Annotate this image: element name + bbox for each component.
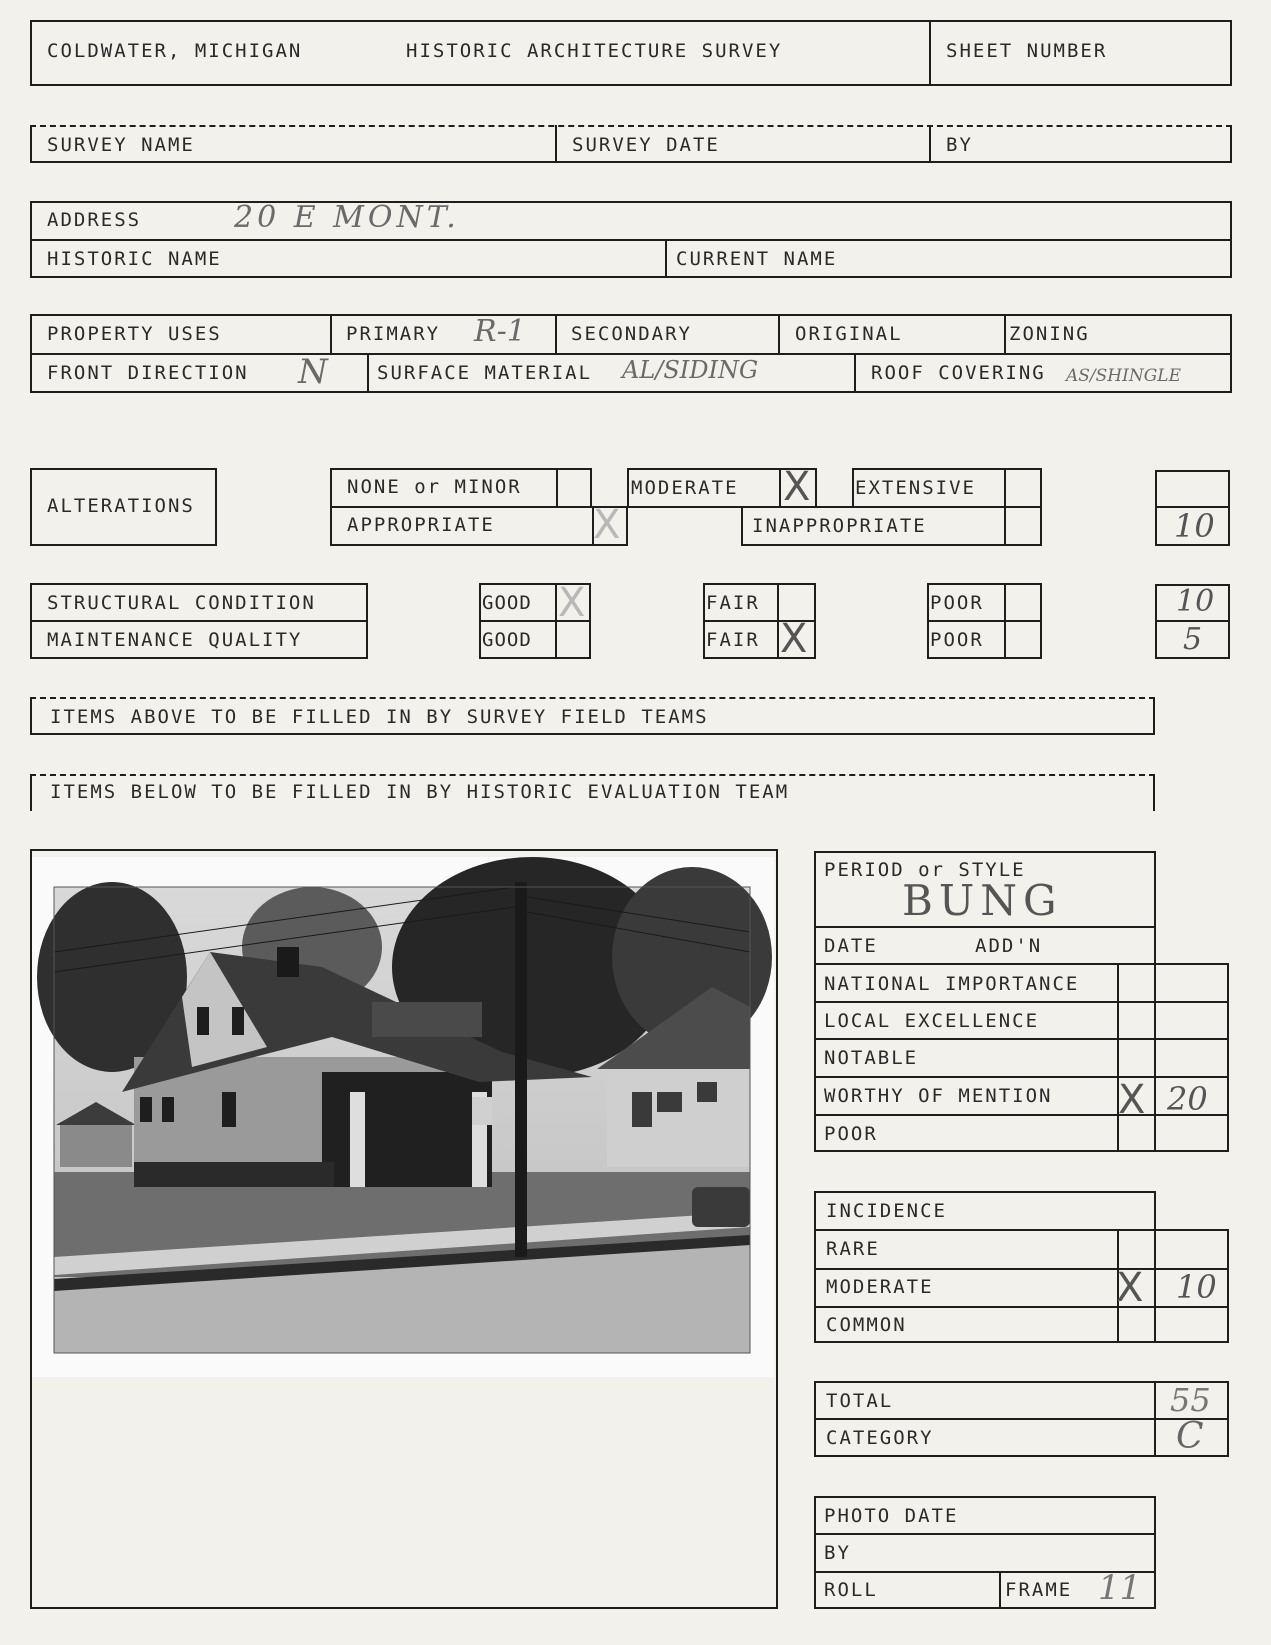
- city-label: COLDWATER, MICHIGAN: [47, 40, 303, 62]
- photo-by-label: BY: [824, 1542, 851, 1564]
- photo-date-label: PHOTO DATE: [824, 1505, 959, 1527]
- alterations-score: 10: [1174, 507, 1215, 545]
- eval-rule-2: [814, 1001, 1229, 1003]
- poor-check-divider: [1004, 583, 1006, 659]
- common-label: COMMON: [826, 1314, 907, 1336]
- condition-divider: [30, 620, 368, 622]
- property-col-1: [330, 314, 332, 353]
- roof-covering-label: ROOF COVERING: [871, 362, 1046, 384]
- property-divider: [30, 353, 1232, 355]
- address-divider: [30, 239, 1232, 241]
- surface-material-label: SURFACE MATERIAL: [377, 362, 593, 384]
- none-minor-check[interactable]: [556, 468, 592, 508]
- worthy-of-mention-label: WORTHY OF MENTION: [824, 1085, 1053, 1107]
- incidence-moderate-label: MODERATE: [826, 1276, 934, 1298]
- poor-divider: [927, 620, 1042, 622]
- evaluation-note: ITEMS BELOW TO BE FILLED IN BY HISTORIC EVALUATION TEAM: [50, 781, 790, 803]
- addn-label: ADD'N: [975, 935, 1043, 957]
- maintenance-fair-label: FAIR: [706, 629, 760, 651]
- form-title: HISTORIC ARCHITECTURE SURVEY: [406, 40, 783, 62]
- extensive-check[interactable]: [1004, 468, 1042, 508]
- survey-date-label: SURVEY DATE: [572, 134, 720, 156]
- incidence-rule-2: [814, 1268, 1229, 1270]
- original-label: ORIGINAL: [795, 323, 903, 345]
- incidence-rule-3: [814, 1306, 1229, 1308]
- frame-value: 11: [1098, 1568, 1142, 1608]
- property-col-5: [367, 353, 369, 393]
- eval-rule-4: [814, 1076, 1229, 1078]
- address-value: 20 E MONT.: [234, 200, 460, 235]
- national-importance-label: NATIONAL IMPORTANCE: [824, 973, 1080, 995]
- survey-by-label: BY: [946, 134, 973, 156]
- structural-fair-label: FAIR: [706, 592, 760, 614]
- inappropriate-label: INAPPROPRIATE: [752, 515, 927, 537]
- incidence-score: 10: [1176, 1268, 1217, 1306]
- property-uses-label: PROPERTY USES: [47, 323, 222, 345]
- house-photo: [32, 857, 774, 1377]
- front-direction-value: N: [298, 352, 328, 392]
- eval-rule-3: [814, 1038, 1229, 1040]
- roll-label: ROLL: [824, 1579, 878, 1601]
- local-excellence-label: LOCAL EXCELLENCE: [824, 1010, 1040, 1032]
- property-col-2: [555, 314, 557, 353]
- maintenance-good-label: GOOD: [482, 629, 532, 651]
- property-col-6: [854, 353, 856, 393]
- survey-divider-2: [929, 125, 931, 163]
- good-check-divider: [555, 583, 557, 659]
- structural-poor-label: POOR: [930, 592, 984, 614]
- date-label: DATE: [824, 935, 878, 957]
- zoning-label: ZONING: [1009, 323, 1090, 345]
- appropriate-x-mark: X: [593, 502, 621, 548]
- front-direction-label: FRONT DIRECTION: [47, 362, 249, 384]
- incidence-label: INCIDENCE: [826, 1200, 947, 1222]
- structural-good-label: GOOD: [482, 592, 532, 614]
- current-name-divider: [665, 239, 667, 278]
- address-label: ADDRESS: [47, 209, 142, 231]
- evaluation-note-end: [1153, 774, 1155, 811]
- incidence-rule-1: [814, 1229, 1229, 1231]
- photo-info-rule-1: [814, 1533, 1156, 1535]
- structural-good-x-mark: X: [558, 580, 586, 626]
- rare-label: RARE: [826, 1238, 880, 1260]
- total-value: 55: [1170, 1381, 1211, 1419]
- poor-label: POOR: [824, 1123, 878, 1145]
- period-style-label: PERIOD or STYLE: [824, 859, 1026, 881]
- frame-divider: [999, 1571, 1001, 1609]
- fair-check-divider: [777, 583, 779, 659]
- category-value: C: [1176, 1416, 1204, 1457]
- frame-label: FRAME: [1005, 1579, 1073, 1601]
- maintenance-score: 5: [1183, 622, 1203, 657]
- property-col-3: [778, 314, 780, 353]
- current-name-label: CURRENT NAME: [676, 248, 838, 270]
- roof-covering-value: AS/SHINGLE: [1066, 366, 1181, 386]
- notable-label: NOTABLE: [824, 1047, 919, 1069]
- moderate-x-mark: X: [783, 464, 811, 510]
- evaluation-score-column: [1117, 963, 1229, 1152]
- eval-rule-1: [814, 963, 1229, 965]
- sheet-number-label: SHEET NUMBER: [946, 40, 1108, 62]
- inappropriate-check[interactable]: [1004, 506, 1042, 546]
- alterations-label: ALTERATIONS: [47, 495, 195, 517]
- survey-name-label: SURVEY NAME: [47, 134, 195, 156]
- moderate-label: MODERATE: [631, 477, 739, 499]
- period-style-value: BUNG: [902, 876, 1063, 925]
- structural-score: 10: [1176, 584, 1215, 619]
- total-rule: [814, 1418, 1229, 1420]
- maintenance-poor-label: POOR: [930, 629, 984, 651]
- none-minor-label: NONE or MINOR: [347, 476, 522, 498]
- house-photo-image: [32, 857, 774, 1377]
- survey-divider-1: [555, 125, 557, 163]
- surface-material-value: AL/SIDING: [622, 356, 759, 384]
- primary-label: PRIMARY: [346, 323, 441, 345]
- historic-name-label: HISTORIC NAME: [47, 248, 222, 270]
- extensive-label: EXTENSIVE: [855, 477, 976, 499]
- maintenance-label: MAINTENANCE QUALITY: [47, 629, 303, 651]
- total-score-divider: [1154, 1381, 1156, 1457]
- appropriate-label: APPROPRIATE: [347, 514, 495, 536]
- worthy-x-mark: X: [1118, 1077, 1146, 1123]
- property-col-4: [1004, 314, 1006, 353]
- field-teams-note: ITEMS ABOVE TO BE FILLED IN BY SURVEY FIELD TEAMS: [50, 706, 709, 728]
- structural-label: STRUCTURAL CONDITION: [47, 592, 316, 614]
- maintenance-fair-x-mark: X: [780, 616, 808, 662]
- category-label: CATEGORY: [826, 1427, 934, 1449]
- primary-value: R-1: [474, 314, 526, 349]
- secondary-label: SECONDARY: [571, 323, 692, 345]
- header-divider: [929, 20, 931, 86]
- incidence-x-mark: X: [1116, 1265, 1144, 1311]
- total-label: TOTAL: [826, 1390, 894, 1412]
- worthy-score: 20: [1167, 1080, 1208, 1118]
